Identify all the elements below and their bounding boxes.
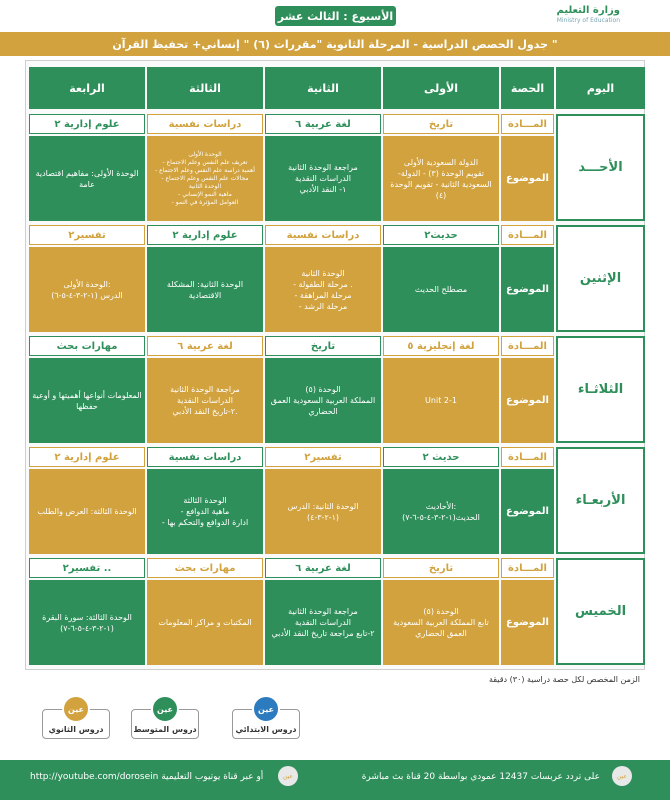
subject-cell[interactable]: لغة عربية ٦	[265, 558, 381, 578]
day-label: الثلاثـاء	[556, 336, 645, 443]
topic-label: الموضوع	[501, 580, 554, 665]
topic-cell[interactable]: مراجعة الوحدة الثانية الدراسات النقدية ٢-تابع مراجعة تاريخ النقد الأدبي	[265, 580, 381, 665]
topic-cell[interactable]: مراجعة الوحدة الثانية الدراسات النقدية ٢-تاريخ النقد الأدبي.	[147, 358, 263, 443]
channel-logo-icon: عين	[612, 766, 632, 786]
subject-label: المـــادة	[501, 336, 554, 356]
subject-cell[interactable]: تفسير٢	[29, 225, 145, 245]
topic-cell[interactable]: مصطلح الحديث	[383, 247, 499, 332]
topic-cell[interactable]: المكتبات و مراكز المعلومات	[147, 580, 263, 665]
subject-cell[interactable]: دراسات نفسية	[265, 225, 381, 245]
schedule-table	[25, 67, 645, 667]
badge-elementary-icon: عين	[252, 695, 280, 723]
topic-cell[interactable]: المعلومات أنواعها أهميتها و أوعية حفظها	[29, 358, 145, 443]
header-p2: الثانية	[265, 67, 381, 109]
subject-cell[interactable]: لغة عربية ٦	[147, 336, 263, 356]
subject-cell[interactable]: دراسات نفسية	[147, 447, 263, 467]
topic-cell[interactable]: الوحدة (٥) تابع المملكة العربية السعودية العمق الحضاري	[383, 580, 499, 665]
header-p1: الأولى	[383, 67, 499, 109]
badge-secondary-icon: عين	[62, 695, 90, 723]
logo-name: وزارة التعليم	[556, 5, 620, 16]
logo-sub: Ministry of Education	[556, 17, 620, 24]
day-label: الخميس	[556, 558, 645, 665]
topic-cell[interactable]: الوحدة الثانية: الدرس (١-٢-٣-٤)	[265, 469, 381, 554]
topic-cell[interactable]: الوحدة الأولى: مفاهيم اقتصادية عامة	[29, 136, 145, 221]
subject-cell[interactable]: حديث ٢	[383, 447, 499, 467]
topic-label: الموضوع	[501, 469, 554, 554]
footer	[0, 760, 670, 800]
subject-cell[interactable]: علوم إدارية ٢	[29, 447, 145, 467]
badge-secondary-label: دروس الثانوي	[42, 709, 110, 739]
subject-cell[interactable]: حديث٢	[383, 225, 499, 245]
subject-cell[interactable]: تاريخ	[383, 558, 499, 578]
subject-cell[interactable]: علوم إدارية ٢	[29, 114, 145, 134]
youtube-link[interactable]: http://youtube.com/dorosein أو عبر قناة يوتيوب التعليمية	[30, 772, 264, 782]
subject-cell[interactable]: لغة إنجليزية ٥	[383, 336, 499, 356]
subject-cell[interactable]: تفسير٢ ..	[29, 558, 145, 578]
topic-cell[interactable]: الوحدة الأولى: الدرس (١-٢-٣-٤-٥-٦)	[29, 247, 145, 332]
topic-cell[interactable]: الوحدة الثانية: المشكلة الاقتصادية	[147, 247, 263, 332]
topic-cell[interactable]: الوحدة الثالثة: العرض والطلب	[29, 469, 145, 554]
topic-cell[interactable]: الوحدة الثانية - مرحلة الطفولة . - مرحلة المراهقة - مرحلة الرشد	[265, 247, 381, 332]
topic-cell[interactable]: الدولة السعودية الأولى -تقويم الوحدة (٣) - الدولة السعودية الثانية - تقويم الوحدة (٤)	[383, 136, 499, 221]
header-p3: الثالثة	[147, 67, 263, 109]
subject-label: المـــادة	[501, 447, 554, 467]
subject-label: المـــادة	[501, 225, 554, 245]
header-period: الحصة	[501, 67, 554, 109]
header-day: اليوم	[556, 67, 645, 109]
topic-label: الموضوع	[501, 136, 554, 221]
subject-label: المـــادة	[501, 558, 554, 578]
topic-cell[interactable]: الوحدة الثالثة: سورة البقرة (١-٢-٣-٤-٥-٦-٧)	[29, 580, 145, 665]
topic-label: الموضوع	[501, 247, 554, 332]
topic-label: الموضوع	[501, 358, 554, 443]
week-banner: الأسبوع : الثالث عشر	[275, 6, 396, 26]
badge-elementary-label: دروس الابتدائي	[232, 709, 300, 739]
subject-cell[interactable]: تاريخ	[265, 336, 381, 356]
badge-secondary[interactable]	[42, 695, 110, 739]
subject-cell[interactable]: علوم إدارية ٢	[147, 225, 263, 245]
topic-cell[interactable]: Unit 2-1	[383, 358, 499, 443]
day-label: الإثنين	[556, 225, 645, 332]
badge-intermediate[interactable]	[131, 695, 199, 739]
subject-cell[interactable]: مهارات بحث	[147, 558, 263, 578]
topic-cell[interactable]: الأحاديث: الحديث(١-٢-٣-٤-٥-٦-٧)	[383, 469, 499, 554]
badge-intermediate-label: دروس المتوسط	[131, 709, 199, 739]
channel-icon: عين	[278, 766, 298, 786]
topic-cell[interactable]: مراجعة الوحدة الثانية الدراسات النقدية ١- النقد الأدبي	[265, 136, 381, 221]
badge-elementary[interactable]	[232, 695, 300, 739]
topic-cell[interactable]: الوحدة الأولى - تعريف علم النفس وعلم الاجتماع - أهمية دراسة علم النفس وعلم الاجتماع - مجالات علم النفس وعلم الاجتماع الوحدة الثانية - ماهية النمو الإنساني - العوامل المؤثرة في النمو	[147, 136, 263, 221]
day-label: الأربعـاء	[556, 447, 645, 554]
topic-cell[interactable]: الوحدة (٥) المملكة العربية السعودية العمق الحضاري	[265, 358, 381, 443]
subject-cell[interactable]: لغة عربية ٦	[265, 114, 381, 134]
subject-cell[interactable]: دراسات نفسية	[147, 114, 263, 134]
duration-note: الزمن المخصص لكل حصة دراسية (٣٠) دقيقة	[488, 675, 640, 684]
subject-cell[interactable]: تاريخ	[383, 114, 499, 134]
header-p4: الرابعة	[29, 67, 145, 109]
day-label: الأحـــد	[556, 114, 645, 221]
satellite-info: على تردد عربسات 12437 عمودي بواسطة 20 قناة بث مباشرة	[361, 772, 600, 782]
subject-label: المـــادة	[501, 114, 554, 134]
badge-intermediate-icon: عين	[151, 695, 179, 723]
subject-cell[interactable]: مهارات بحث	[29, 336, 145, 356]
page-title: جدول الحصص الدراسية - المرحلة الثانوية "مقررات (٦) " إنساني+ تحفيظ القرآن "	[0, 32, 670, 56]
subject-cell[interactable]: تفسير٢	[265, 447, 381, 467]
topic-cell[interactable]: الوحدة الثالثة - ماهية الدوافع - ادارة الدوافع والتحكم بها	[147, 469, 263, 554]
